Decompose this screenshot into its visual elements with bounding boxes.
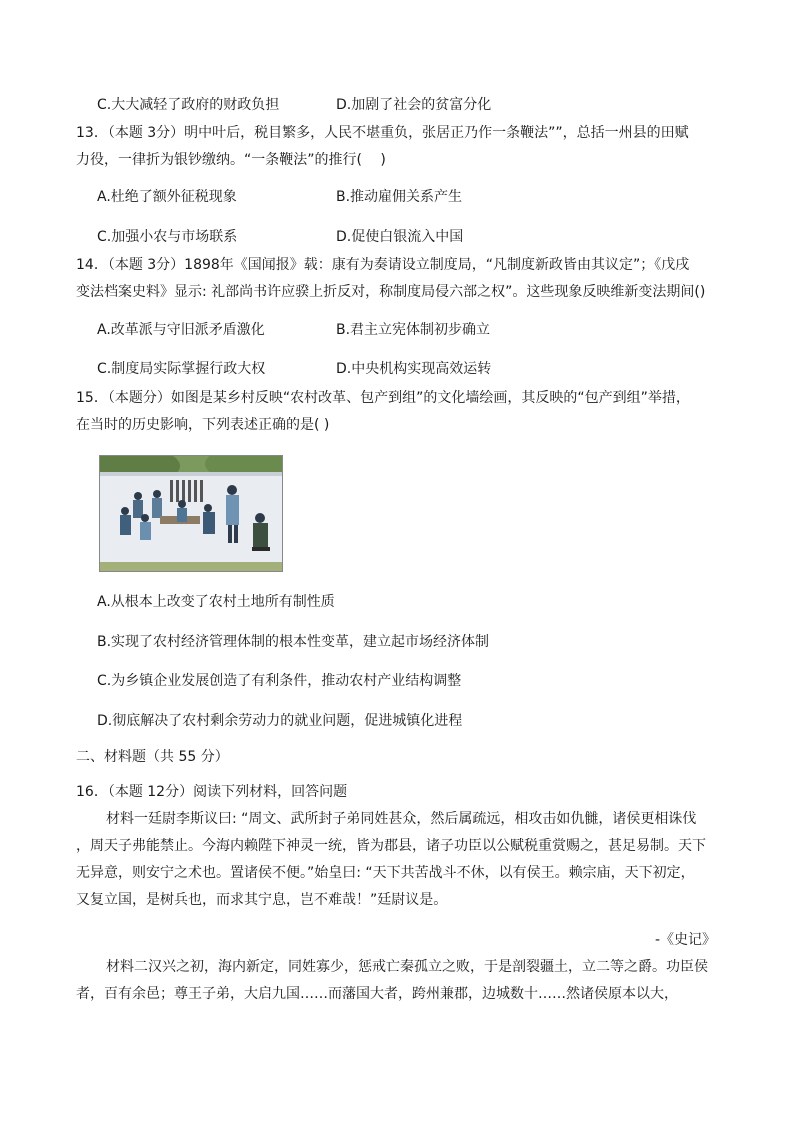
- wall-painting-illustration: [100, 456, 282, 571]
- q13-option-d: D.促使白银流入中国: [336, 229, 464, 245]
- q14-stem-line1: 14．（本题 3分）1898年《国闻报》载：康有为奏请设立制度局，“凡制度新政皆由其议定”；《戊戌: [76, 257, 690, 273]
- q13-option-a: A.杜绝了额外征税现象: [97, 189, 237, 205]
- q13-stem-line2: 力役，一律折为银钞缴纳。“一条鞭法”的推行( ): [76, 152, 386, 168]
- q15-option-d: D.彻底解决了农村剩余劳动力的就业问题，促进城镇化进程: [97, 713, 463, 729]
- material1-line4: 又复立国，是树兵也，而求其宁息，岂不难哉！”廷尉议是。: [76, 892, 448, 908]
- section-title: 二、材料题（共 55 分）: [76, 749, 229, 765]
- material1-line1: 材料一廷尉李斯议曰: “周文、武所封子弟同姓甚众，然后属疏远，相攻击如仇雠，诸侯更相诛伐: [106, 811, 697, 827]
- q15-stem-line2: 在当时的历史影响，下列表述正确的是( ): [76, 417, 330, 433]
- material1-line2: ，周天子弗能禁止。今海内赖陛下神灵一统，皆为郡县，诸子功臣以公赋税重赏赐之，甚足易制。天下: [76, 838, 706, 854]
- q13-stem-line1: 13．（本题 3分）明中叶后，税目繁多，人民不堪重负，张居正乃作一条鞭法””，总括一州县的田赋: [76, 125, 689, 141]
- q14-option-b: B.君主立宪体制初步确立: [336, 322, 491, 338]
- material2-line1: 材料二汉兴之初，海内新定，同姓寡少，惩戒亡秦孤立之败，于是剖裂疆土，立二等之爵。功臣侯: [106, 959, 708, 975]
- q15-option-b: B.实现了农村经济管理体制的根本性变革，建立起市场经济体制: [97, 634, 490, 650]
- q16-stem: 16．（本题 12分）阅读下列材料，回答问题: [76, 784, 348, 800]
- q15-option-c: C.为乡镇企业发展创造了有利条件，推动农村产业结构调整: [97, 673, 462, 689]
- material2-line2: 者，百有余邑；尊王子弟，大启九国……而藩国大者，跨州兼郡，边城数十……然诸侯原本以大，: [76, 986, 678, 1002]
- q14-option-d: D.中央机构实现高效运转: [336, 361, 492, 377]
- q15-option-a: A.从根本上改变了农村土地所有制性质: [97, 594, 335, 610]
- q12-option-d: D.加剧了社会的贫富分化: [336, 97, 492, 113]
- q12-option-c: C.大大减轻了政府的财政负担: [97, 97, 280, 113]
- q15-stem-line1: 15．（本题分）如图是某乡村反映“农村改革、包产到组”的文化墙绘画，其反映的“包产到组”举措，: [76, 390, 690, 406]
- q14-option-c: C.制度局实际掌握行政大权: [97, 361, 266, 377]
- material1-line3: 无异意，则安宁之术也。置诸侯不便。”始皇曰: “天下共苦战斗不休，以有侯王。赖宗庙，天下初定，: [76, 865, 695, 881]
- q13-option-c: C.加强小农与市场联系: [97, 229, 238, 245]
- material1-source: -《史记》: [655, 932, 717, 948]
- q13-option-b: B.推动雇佣关系产生: [336, 189, 463, 205]
- wall-painting-image: [99, 455, 283, 572]
- q14-option-a: A.改革派与守旧派矛盾激化: [97, 322, 265, 338]
- q14-stem-line2: 变法档案史料》显示: 礼部尚书许应骙上折反对，称制度局侵六部之权”。这些现象反映维新变法期间(): [76, 284, 706, 300]
